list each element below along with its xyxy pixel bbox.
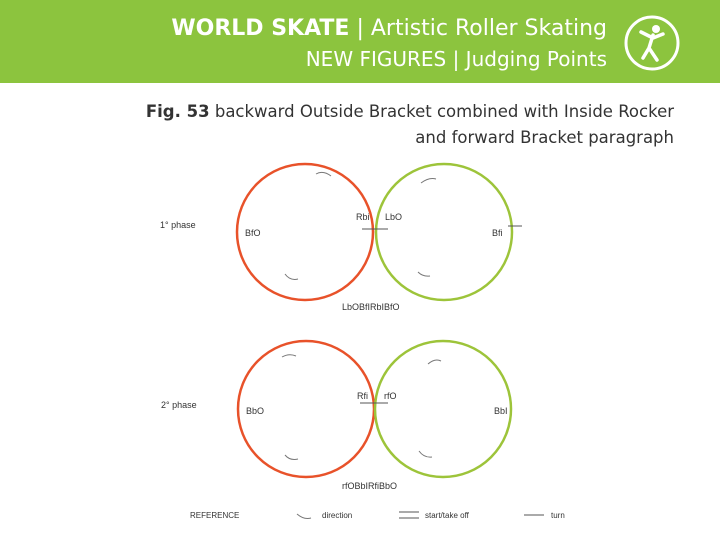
phase1-arrow-icon-c (285, 274, 298, 279)
phase1-arrow-icon-a (316, 172, 331, 176)
phase2-arrow-icon-a (282, 355, 296, 357)
brand-name: WORLD SKATE (171, 16, 350, 41)
phase2-code: rfOBbIRfiBbO (342, 481, 398, 491)
phase1-code: LbOBfIRbIBfO (342, 302, 400, 312)
header-separator: | (356, 16, 364, 41)
phase2-arrow-icon-b (428, 360, 441, 364)
phase1-left-label: BfO (245, 228, 261, 238)
legend-direction-label: direction (322, 511, 353, 520)
phase2-arrow-icon-c (285, 455, 298, 460)
phase2-center-left-label: Rfi (357, 391, 368, 401)
phase2-group (161, 341, 511, 491)
figure-label: Fig. 53 (145, 102, 210, 121)
phase2-right-label: BbI (494, 406, 508, 416)
phase2-right-circle (375, 341, 511, 477)
phase2-arrow-icon-d (419, 451, 432, 457)
phase2-center-right-label: rfO (384, 391, 397, 401)
phase1-center-right-label: LbO (385, 212, 403, 222)
phase1-arrow-icon-d (418, 272, 430, 276)
phase1-group (160, 164, 522, 312)
legend-title: REFERENCE (190, 511, 240, 520)
phase2-left-label: BbO (246, 406, 265, 416)
legend (190, 511, 565, 520)
phase1-right-label: Bfi (492, 228, 503, 238)
legend-direction-arrow-icon (297, 514, 311, 519)
phase1-arrow-icon-b (421, 179, 436, 184)
caption-line2: and forward Bracket paragraph (415, 128, 674, 147)
phase2-label: 2° phase (161, 400, 197, 410)
phase1-center-left-label: Rbi (356, 212, 370, 222)
phase1-label: 1° phase (160, 220, 196, 230)
header-subtitle-line2: NEW FIGURES | Judging Points (305, 47, 607, 71)
caption-line1-text: backward Outside Bracket combined with Inside Rocker (214, 102, 674, 121)
legend-start-label: start/take off (425, 511, 469, 520)
legend-turn-label: turn (551, 511, 565, 520)
header-subtitle: Artistic Roller Skating (370, 16, 607, 41)
